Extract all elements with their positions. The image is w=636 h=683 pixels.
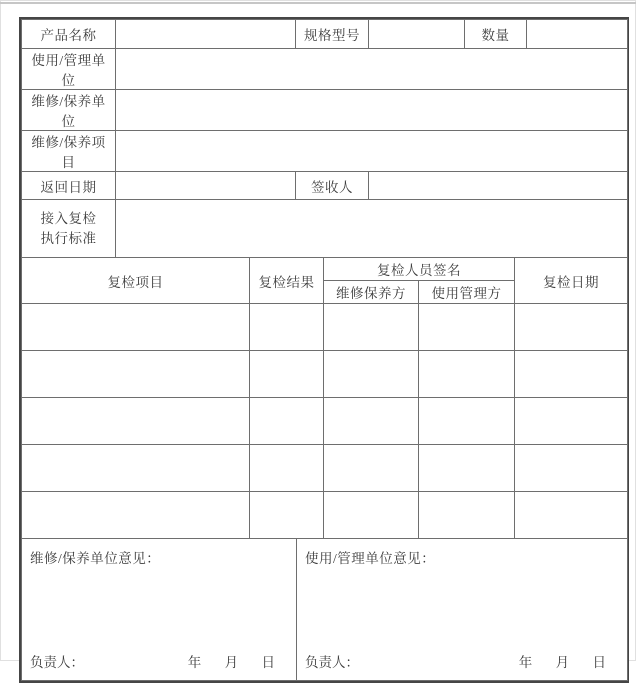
day-label: 日 <box>261 655 275 670</box>
opinions-row <box>22 539 628 681</box>
reinspection-table <box>21 257 628 539</box>
return-date-value <box>116 172 296 200</box>
sign-use-col-header: 使用管理方 <box>419 281 515 304</box>
year-label: 年 <box>518 655 533 670</box>
reinspect-date-col-header: 复检日期 <box>515 258 628 304</box>
sign-repair-cell <box>324 304 419 351</box>
reinspect-date-cell <box>515 445 628 492</box>
reinspect-item-cell <box>22 398 250 445</box>
reinspect-item-cell <box>22 351 250 398</box>
row-repair-items <box>22 131 628 172</box>
quantity-value <box>527 20 628 49</box>
sign-repair-col-header: 维修保养方 <box>324 281 419 304</box>
sign-use-cell <box>419 492 515 539</box>
repair-unit-label: 维修/保养单位 <box>22 90 116 131</box>
spec-model-value <box>369 20 465 49</box>
repair-unit-value <box>116 90 628 131</box>
reinspect-date-cell <box>515 351 628 398</box>
scan-edge-artifact <box>0 2 636 4</box>
maintenance-reinspection-form <box>19 17 629 683</box>
sign-use-cell <box>419 351 515 398</box>
row-use-manage-unit <box>22 49 628 90</box>
opinions-section <box>21 538 628 681</box>
reinspect-result-cell <box>250 398 324 445</box>
use-opinion-label: 使用/管理单位意见： <box>305 551 436 566</box>
sign-repair-cell <box>324 351 419 398</box>
receiver-label: 签收人 <box>296 172 369 200</box>
row-return-date <box>22 172 628 200</box>
use-person-label: 负责人： <box>305 655 359 670</box>
repair-opinion-cell <box>22 539 297 681</box>
reinspect-empty-row <box>22 492 628 539</box>
row-reinspect-standard <box>22 200 628 258</box>
reinspect-result-cell <box>250 445 324 492</box>
reinspect-result-cell <box>250 492 324 539</box>
reinspect-standard-label-line2: 执行标准 <box>40 230 97 246</box>
use-manage-unit-label: 使用/管理单位 <box>22 49 116 90</box>
month-label: 月 <box>555 655 570 670</box>
reinspect-result-cell <box>250 304 324 351</box>
return-date-label: 返回日期 <box>22 172 116 200</box>
reinspect-result-cell <box>250 351 324 398</box>
reinspect-date-cell <box>515 492 628 539</box>
reinspect-item-cell <box>22 304 250 351</box>
reinspect-empty-row <box>22 398 628 445</box>
reinspect-date-cell <box>515 398 628 445</box>
sign-use-cell <box>419 445 515 492</box>
reinspect-standard-label-line1: 接入复检 <box>40 210 97 226</box>
sign-use-cell <box>419 304 515 351</box>
reinspect-result-col-header: 复检结果 <box>250 258 324 304</box>
sign-use-cell <box>419 398 515 445</box>
row-product <box>22 20 628 49</box>
reinspect-header-row-1 <box>22 258 628 281</box>
reinspect-signature-group-header: 复检人员签名 <box>324 258 515 281</box>
repair-opinion-label: 维修/保养单位意见： <box>30 551 161 566</box>
year-label: 年 <box>187 655 202 670</box>
reinspect-rows <box>22 304 628 539</box>
product-name-value <box>116 20 296 49</box>
sign-repair-cell <box>324 492 419 539</box>
use-sign-row <box>305 651 619 671</box>
reinspect-item-col-header: 复检项目 <box>22 258 250 304</box>
repair-date-blanks <box>168 651 275 671</box>
sign-repair-cell <box>324 398 419 445</box>
receiver-value <box>369 172 628 200</box>
reinspect-item-cell <box>22 445 250 492</box>
spec-model-label: 规格型号 <box>296 20 369 49</box>
repair-person-label: 负责人： <box>30 655 84 670</box>
use-opinion-cell <box>297 539 628 681</box>
product-name-label: 产品名称 <box>22 20 116 49</box>
product-info-section <box>21 19 628 258</box>
month-label: 月 <box>224 655 239 670</box>
sign-repair-cell <box>324 445 419 492</box>
quantity-label: 数量 <box>465 20 527 49</box>
day-label: 日 <box>592 655 606 670</box>
reinspect-empty-row <box>22 445 628 492</box>
reinspect-empty-row <box>22 351 628 398</box>
use-manage-unit-value <box>116 49 628 90</box>
repair-items-label: 维修/保养项目 <box>22 131 116 172</box>
row-repair-unit <box>22 90 628 131</box>
use-date-blanks <box>499 651 606 671</box>
reinspect-date-cell <box>515 304 628 351</box>
repair-sign-row <box>30 651 288 671</box>
reinspect-standard-label <box>22 200 116 258</box>
reinspect-item-cell <box>22 492 250 539</box>
reinspect-standard-value <box>116 200 628 258</box>
reinspect-empty-row <box>22 304 628 351</box>
repair-items-value <box>116 131 628 172</box>
